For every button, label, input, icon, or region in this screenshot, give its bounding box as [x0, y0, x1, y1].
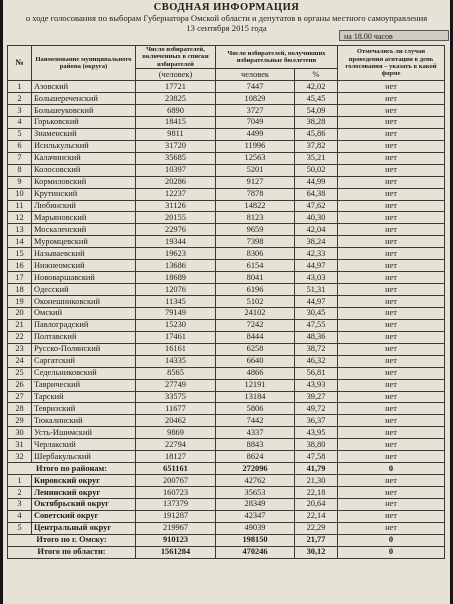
row-number: 25: [8, 367, 32, 379]
row-incidents: нет: [338, 116, 445, 128]
row-number: 27: [8, 391, 32, 403]
row-included: 20155: [136, 212, 216, 224]
row-included: 27749: [136, 379, 216, 391]
row-district-name: Тарский: [32, 391, 136, 403]
table-row: [8, 319, 445, 331]
row-percent: 43,93: [295, 379, 338, 391]
row-percent: 44,99: [295, 176, 338, 188]
row-district-name: Оконешниковский: [32, 296, 136, 308]
row-included: 23825: [136, 93, 216, 105]
row-incidents: нет: [338, 415, 445, 427]
row-percent: 21,30: [295, 475, 338, 487]
row-district-name: Марьяновский: [32, 212, 136, 224]
table-row: [8, 164, 445, 176]
row-percent: 39,27: [295, 391, 338, 403]
row-district-name: Горьковский: [32, 116, 136, 128]
row-incidents: нет: [338, 248, 445, 260]
row-number: 19: [8, 296, 32, 308]
unit-included: (человек): [136, 69, 216, 81]
row-received: 49039: [216, 522, 295, 534]
row-number: 3: [8, 498, 32, 510]
row-incidents: нет: [338, 522, 445, 534]
okrug-row: [8, 475, 445, 487]
row-percent: 49,72: [295, 403, 338, 415]
row-district-name: Кировский округ: [32, 475, 136, 487]
table-row: [8, 128, 445, 140]
table-row: [8, 284, 445, 296]
row-district-name: Исилькульский: [32, 140, 136, 152]
row-included: 10397: [136, 164, 216, 176]
row-received: 35653: [216, 487, 295, 499]
row-percent: 22,14: [295, 510, 338, 522]
row-percent: 44,97: [295, 296, 338, 308]
time-label: на 18.00 часов: [339, 30, 449, 41]
total-included: 910123: [136, 534, 216, 546]
row-received: 8123: [216, 212, 295, 224]
row-district-name: Знаменский: [32, 128, 136, 140]
row-received: 5806: [216, 403, 295, 415]
row-included: 22976: [136, 224, 216, 236]
row-incidents: нет: [338, 105, 445, 117]
results-table: [7, 45, 445, 559]
row-number: 16: [8, 260, 32, 272]
table-row: [8, 93, 445, 105]
row-district-name: Октябрьский округ: [32, 498, 136, 510]
row-included: 31126: [136, 200, 216, 212]
row-percent: 22,29: [295, 522, 338, 534]
row-incidents: нет: [338, 498, 445, 510]
row-incidents: нет: [338, 140, 445, 152]
row-incidents: нет: [338, 367, 445, 379]
row-number: 2: [8, 487, 32, 499]
row-district-name: Таврический: [32, 379, 136, 391]
region-total-row: [8, 546, 445, 558]
row-incidents: нет: [338, 284, 445, 296]
row-incidents: нет: [338, 379, 445, 391]
row-district-name: Усть-Ишимский: [32, 427, 136, 439]
row-included: 200767: [136, 475, 216, 487]
row-number: 1: [8, 81, 32, 93]
table-row: [8, 152, 445, 164]
row-percent: 47,62: [295, 200, 338, 212]
document-sheet: [3, 0, 450, 604]
table-row: [8, 200, 445, 212]
row-received: 7049: [216, 116, 295, 128]
row-received: 12191: [216, 379, 295, 391]
row-included: 11345: [136, 296, 216, 308]
row-number: 17: [8, 272, 32, 284]
row-number: 21: [8, 319, 32, 331]
row-incidents: нет: [338, 152, 445, 164]
table-row: [8, 224, 445, 236]
row-incidents: нет: [338, 200, 445, 212]
total-percent: 21,77: [295, 534, 338, 546]
table-row: [8, 343, 445, 355]
row-received: 10829: [216, 93, 295, 105]
row-district-name: Тевризский: [32, 403, 136, 415]
row-percent: 38,72: [295, 343, 338, 355]
row-number: 20: [8, 307, 32, 319]
table-row: [8, 403, 445, 415]
row-incidents: нет: [338, 475, 445, 487]
row-district-name: Муромцевский: [32, 236, 136, 248]
row-percent: 38,24: [295, 236, 338, 248]
row-included: 15230: [136, 319, 216, 331]
row-incidents: нет: [338, 391, 445, 403]
row-included: 9869: [136, 427, 216, 439]
row-incidents: нет: [338, 236, 445, 248]
row-percent: 43,03: [295, 272, 338, 284]
total-incidents: 0: [338, 463, 445, 475]
okrug-row: [8, 510, 445, 522]
total-included: 1561284: [136, 546, 216, 558]
row-included: 20286: [136, 176, 216, 188]
row-incidents: нет: [338, 427, 445, 439]
row-included: 31720: [136, 140, 216, 152]
row-included: 12076: [136, 284, 216, 296]
row-number: 4: [8, 510, 32, 522]
row-received: 12563: [216, 152, 295, 164]
row-district-name: Москаленский: [32, 224, 136, 236]
table-row: [8, 367, 445, 379]
row-district-name: Омский: [32, 307, 136, 319]
row-included: 12237: [136, 188, 216, 200]
row-district-name: Азовский: [32, 81, 136, 93]
row-number: 5: [8, 128, 32, 140]
table-row: [8, 176, 445, 188]
row-received: 5102: [216, 296, 295, 308]
row-percent: 42,02: [295, 81, 338, 93]
row-included: 219967: [136, 522, 216, 534]
row-received: 28349: [216, 498, 295, 510]
row-number: 14: [8, 236, 32, 248]
district-total-row: [8, 463, 445, 475]
row-included: 191287: [136, 510, 216, 522]
row-percent: 46,32: [295, 355, 338, 367]
row-percent: 51,31: [295, 284, 338, 296]
row-percent: 20,64: [295, 498, 338, 510]
row-number: 7: [8, 152, 32, 164]
row-received: 8444: [216, 331, 295, 343]
row-district-name: Павлоградский: [32, 319, 136, 331]
row-incidents: нет: [338, 260, 445, 272]
row-number: 13: [8, 224, 32, 236]
row-district-name: Саргатский: [32, 355, 136, 367]
row-received: 5201: [216, 164, 295, 176]
row-number: 22: [8, 331, 32, 343]
row-received: 9659: [216, 224, 295, 236]
row-number: 1: [8, 475, 32, 487]
row-number: 12: [8, 212, 32, 224]
row-incidents: нет: [338, 128, 445, 140]
row-received: 11996: [216, 140, 295, 152]
row-percent: 42,04: [295, 224, 338, 236]
row-received: 7447: [216, 81, 295, 93]
row-received: 8843: [216, 439, 295, 451]
row-incidents: нет: [338, 224, 445, 236]
row-number: 23: [8, 343, 32, 355]
table-row: [8, 307, 445, 319]
table-row: [8, 391, 445, 403]
row-percent: 56,81: [295, 367, 338, 379]
row-incidents: нет: [338, 331, 445, 343]
row-included: 18127: [136, 451, 216, 463]
row-incidents: нет: [338, 296, 445, 308]
row-percent: 40,30: [295, 212, 338, 224]
row-percent: 48,36: [295, 331, 338, 343]
col-header-received: Число избирателей, получивших избирательные бюллетени: [216, 46, 338, 69]
okrug-row: [8, 522, 445, 534]
row-district-name: Большеуковский: [32, 105, 136, 117]
row-received: 8624: [216, 451, 295, 463]
okrug-row: [8, 487, 445, 499]
row-district-name: Называевский: [32, 248, 136, 260]
row-number: 3: [8, 105, 32, 117]
city-total-row: [8, 534, 445, 546]
row-percent: 38,28: [295, 116, 338, 128]
row-number: 32: [8, 451, 32, 463]
row-number: 11: [8, 200, 32, 212]
row-district-name: Любинский: [32, 200, 136, 212]
table-row: [8, 379, 445, 391]
row-received: 6154: [216, 260, 295, 272]
table-header-row: [8, 46, 445, 69]
table-row: [8, 260, 445, 272]
total-incidents: 0: [338, 546, 445, 558]
row-included: 33575: [136, 391, 216, 403]
okrug-row: [8, 498, 445, 510]
table-row: [8, 451, 445, 463]
row-incidents: нет: [338, 355, 445, 367]
row-received: 7442: [216, 415, 295, 427]
document-title: СВОДНАЯ ИНФОРМАЦИЯ: [153, 2, 300, 13]
row-percent: 37,82: [295, 140, 338, 152]
row-included: 17461: [136, 331, 216, 343]
row-received: 13184: [216, 391, 295, 403]
document-subtitle: о ходе голосования по выборам Губернатора Омской области и депутатов в органы местного самоуправления: [25, 13, 428, 23]
row-received: 42347: [216, 510, 295, 522]
row-number: 10: [8, 188, 32, 200]
row-received: 4499: [216, 128, 295, 140]
row-incidents: нет: [338, 439, 445, 451]
row-number: 8: [8, 164, 32, 176]
row-number: 30: [8, 427, 32, 439]
row-number: 29: [8, 415, 32, 427]
row-district-name: Колосовский: [32, 164, 136, 176]
row-received: 6640: [216, 355, 295, 367]
row-included: 137379: [136, 498, 216, 510]
row-district-name: Кормиловский: [32, 176, 136, 188]
total-received: 272096: [216, 463, 295, 475]
total-received: 470246: [216, 546, 295, 558]
row-included: 18415: [136, 116, 216, 128]
row-number: 5: [8, 522, 32, 534]
row-percent: 47,55: [295, 319, 338, 331]
unit-received: человек: [216, 69, 295, 81]
row-incidents: нет: [338, 319, 445, 331]
row-number: 9: [8, 176, 32, 188]
row-district-name: Нововаршавский: [32, 272, 136, 284]
row-received: 4337: [216, 427, 295, 439]
row-received: 8306: [216, 248, 295, 260]
row-number: 4: [8, 116, 32, 128]
table-row: [8, 81, 445, 93]
row-percent: 44,97: [295, 260, 338, 272]
row-included: 160723: [136, 487, 216, 499]
row-included: 20462: [136, 415, 216, 427]
row-included: 16161: [136, 343, 216, 355]
row-percent: 45,86: [295, 128, 338, 140]
total-incidents: 0: [338, 534, 445, 546]
table-body: [8, 81, 445, 559]
row-percent: 42,33: [295, 248, 338, 260]
row-percent: 54,09: [295, 105, 338, 117]
total-received: 198150: [216, 534, 295, 546]
row-district-name: Центральный округ: [32, 522, 136, 534]
row-number: 18: [8, 284, 32, 296]
row-number: 28: [8, 403, 32, 415]
row-percent: 38,80: [295, 439, 338, 451]
row-included: 14335: [136, 355, 216, 367]
row-incidents: нет: [338, 403, 445, 415]
row-received: 8041: [216, 272, 295, 284]
row-district-name: Ленинский округ: [32, 487, 136, 499]
col-header-name: Наименование муниципального района (округа): [32, 46, 136, 81]
row-number: 15: [8, 248, 32, 260]
row-incidents: нет: [338, 487, 445, 499]
row-percent: 36,37: [295, 415, 338, 427]
row-included: 9811: [136, 128, 216, 140]
row-percent: 43,95: [295, 427, 338, 439]
row-incidents: нет: [338, 81, 445, 93]
row-received: 4866: [216, 367, 295, 379]
total-percent: 30,12: [295, 546, 338, 558]
row-included: 13686: [136, 260, 216, 272]
row-included: 19344: [136, 236, 216, 248]
row-district-name: Тюкалинский: [32, 415, 136, 427]
row-district-name: Советский округ: [32, 510, 136, 522]
row-received: 3727: [216, 105, 295, 117]
row-incidents: нет: [338, 451, 445, 463]
row-district-name: Большереченский: [32, 93, 136, 105]
col-header-incidents: Отмечались ли случаи проведения агитации в день голосования – указать в какой форме: [338, 46, 445, 81]
col-header-num: №: [8, 46, 32, 81]
row-percent: 47,58: [295, 451, 338, 463]
table-row: [8, 188, 445, 200]
row-district-name: Черлакский: [32, 439, 136, 451]
row-included: 79149: [136, 307, 216, 319]
row-incidents: нет: [338, 307, 445, 319]
table-row: [8, 236, 445, 248]
row-included: 35685: [136, 152, 216, 164]
row-incidents: нет: [338, 188, 445, 200]
table-row: [8, 272, 445, 284]
table-row: [8, 140, 445, 152]
total-included: 651161: [136, 463, 216, 475]
row-district-name: Русско-Полянский: [32, 343, 136, 355]
row-received: 7398: [216, 236, 295, 248]
row-incidents: нет: [338, 272, 445, 284]
row-district-name: Шербакульский: [32, 451, 136, 463]
row-percent: 30,45: [295, 307, 338, 319]
row-district-name: Седельниковский: [32, 367, 136, 379]
row-included: 6890: [136, 105, 216, 117]
table-row: [8, 355, 445, 367]
row-received: 24102: [216, 307, 295, 319]
row-incidents: нет: [338, 164, 445, 176]
unit-percent: %: [295, 69, 338, 81]
table-row: [8, 116, 445, 128]
row-number: 31: [8, 439, 32, 451]
col-header-included: Число избирателей, включенных в списки избирателей: [136, 46, 216, 69]
row-incidents: нет: [338, 510, 445, 522]
row-received: 9127: [216, 176, 295, 188]
table-row: [8, 212, 445, 224]
row-received: 7878: [216, 188, 295, 200]
table-row: [8, 248, 445, 260]
row-received: 7242: [216, 319, 295, 331]
row-number: 26: [8, 379, 32, 391]
total-label: Итого по г. Омску:: [8, 534, 136, 546]
row-number: 2: [8, 93, 32, 105]
total-label: Итого по области:: [8, 546, 136, 558]
row-percent: 45,45: [295, 93, 338, 105]
row-incidents: нет: [338, 176, 445, 188]
row-incidents: нет: [338, 343, 445, 355]
row-district-name: Полтавский: [32, 331, 136, 343]
row-number: 6: [8, 140, 32, 152]
row-district-name: Калачинский: [32, 152, 136, 164]
row-included: 11677: [136, 403, 216, 415]
row-received: 6258: [216, 343, 295, 355]
row-included: 8565: [136, 367, 216, 379]
row-district-name: Крутинский: [32, 188, 136, 200]
row-number: 24: [8, 355, 32, 367]
table-row: [8, 105, 445, 117]
row-percent: 50,02: [295, 164, 338, 176]
total-label: Итого по районам:: [8, 463, 136, 475]
row-percent: 22,18: [295, 487, 338, 499]
table-row: [8, 296, 445, 308]
row-received: 14822: [216, 200, 295, 212]
row-received: 42762: [216, 475, 295, 487]
row-district-name: Одесский: [32, 284, 136, 296]
row-incidents: нет: [338, 212, 445, 224]
row-included: 19623: [136, 248, 216, 260]
document-date: 13 сентября 2015 года: [186, 23, 267, 33]
table-row: [8, 415, 445, 427]
row-incidents: нет: [338, 93, 445, 105]
row-included: 18689: [136, 272, 216, 284]
row-district-name: Нижнеомский: [32, 260, 136, 272]
row-included: 17721: [136, 81, 216, 93]
row-percent: 35,21: [295, 152, 338, 164]
row-included: 22794: [136, 439, 216, 451]
table-row: [8, 331, 445, 343]
total-percent: 41,79: [295, 463, 338, 475]
table-row: [8, 427, 445, 439]
table-row: [8, 439, 445, 451]
row-percent: 64,38: [295, 188, 338, 200]
row-received: 6196: [216, 284, 295, 296]
